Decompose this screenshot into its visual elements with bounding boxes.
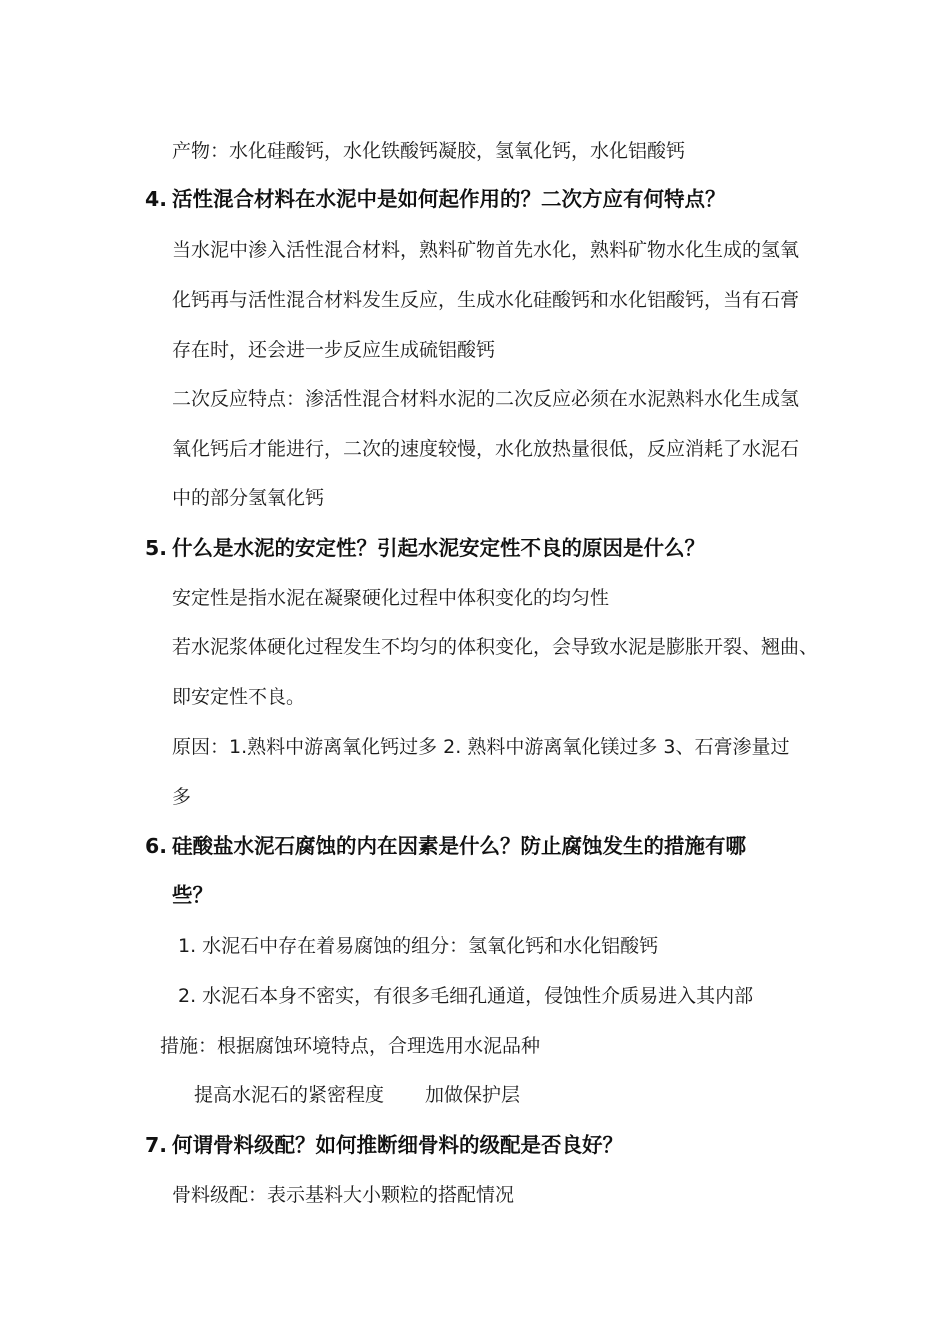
question-title: 什么是水泥的安定性？引起水泥安定性不良的原因是什么？ (172, 536, 705, 560)
paragraph-line: 提高水泥石的紧密程度 (194, 1084, 385, 1106)
continuation-line: 产物：水化硅酸钙，水化铁酸钙凝胶，氢氧化钙，水化铝酸钙 (172, 140, 686, 162)
paragraph-line: 原因：1.熟料中游离氧化钙过多 2. 熟料中游离氧化镁过多 3、石膏渗量过 (172, 736, 790, 758)
paragraph-line: 若水泥浆体硬化过程发生不均匀的体积变化，会导致水泥是膨胀开裂、翘曲、 (172, 636, 819, 658)
question-7-heading (145, 1132, 623, 1158)
paragraph-line: 中的部分氢氧化钙 (172, 487, 325, 509)
question-number: 5. (145, 536, 168, 560)
paragraph-line: 加做保护层 (425, 1084, 521, 1106)
paragraph-line: 骨料级配：表示基料大小颗粒的搭配情况 (172, 1184, 515, 1206)
paragraph-line: 安定性是指水泥在凝聚硬化过程中体积变化的均匀性 (172, 587, 610, 609)
question-title: 活性混合材料在水泥中是如何起作用的？二次方应有何特点？ (172, 187, 726, 211)
paragraph-line: 存在时，还会进一步反应生成硫铝酸钙 (172, 339, 496, 361)
question-title: 硅酸盐水泥石腐蚀的内在因素是什么？防止腐蚀发生的措施有哪 (172, 834, 746, 858)
paragraph-line: 措施：根据腐蚀环境特点，合理选用水泥品种 (160, 1035, 541, 1057)
list-item: 2. 水泥石本身不密实，有很多毛细孔通道，侵蚀性介质易进入其内部 (178, 985, 754, 1007)
question-4-heading (145, 186, 726, 212)
list-item: 1. 水泥石中存在着易腐蚀的组分：氢氧化钙和水化铝酸钙 (178, 935, 659, 957)
question-6-heading-continued: 些？ (172, 883, 213, 907)
question-number: 6. (145, 834, 168, 858)
paragraph-line: 即安定性不良。 (172, 686, 306, 708)
paragraph-line: 化钙再与活性混合材料发生反应，生成水化硅酸钙和水化铝酸钙，当有石膏 (172, 289, 800, 311)
question-5-heading (145, 535, 705, 561)
paragraph-line: 多 (172, 786, 192, 808)
paragraph-line: 氧化钙后才能进行，二次的速度较慢，水化放热量很低，反应消耗了水泥石 (172, 438, 800, 460)
question-title: 何谓骨料级配？如何推断细骨料的级配是否良好？ (172, 1133, 623, 1157)
paragraph-line: 当水泥中渗入活性混合材料，熟料矿物首先水化，熟料矿物水化生成的氢氧 (172, 239, 800, 261)
question-number: 7. (145, 1133, 168, 1157)
question-number: 4. (145, 187, 168, 211)
question-6-heading (145, 833, 746, 859)
paragraph-line: 二次反应特点：渗活性混合材料水泥的二次反应必须在水泥熟料水化生成氢 (172, 388, 800, 410)
